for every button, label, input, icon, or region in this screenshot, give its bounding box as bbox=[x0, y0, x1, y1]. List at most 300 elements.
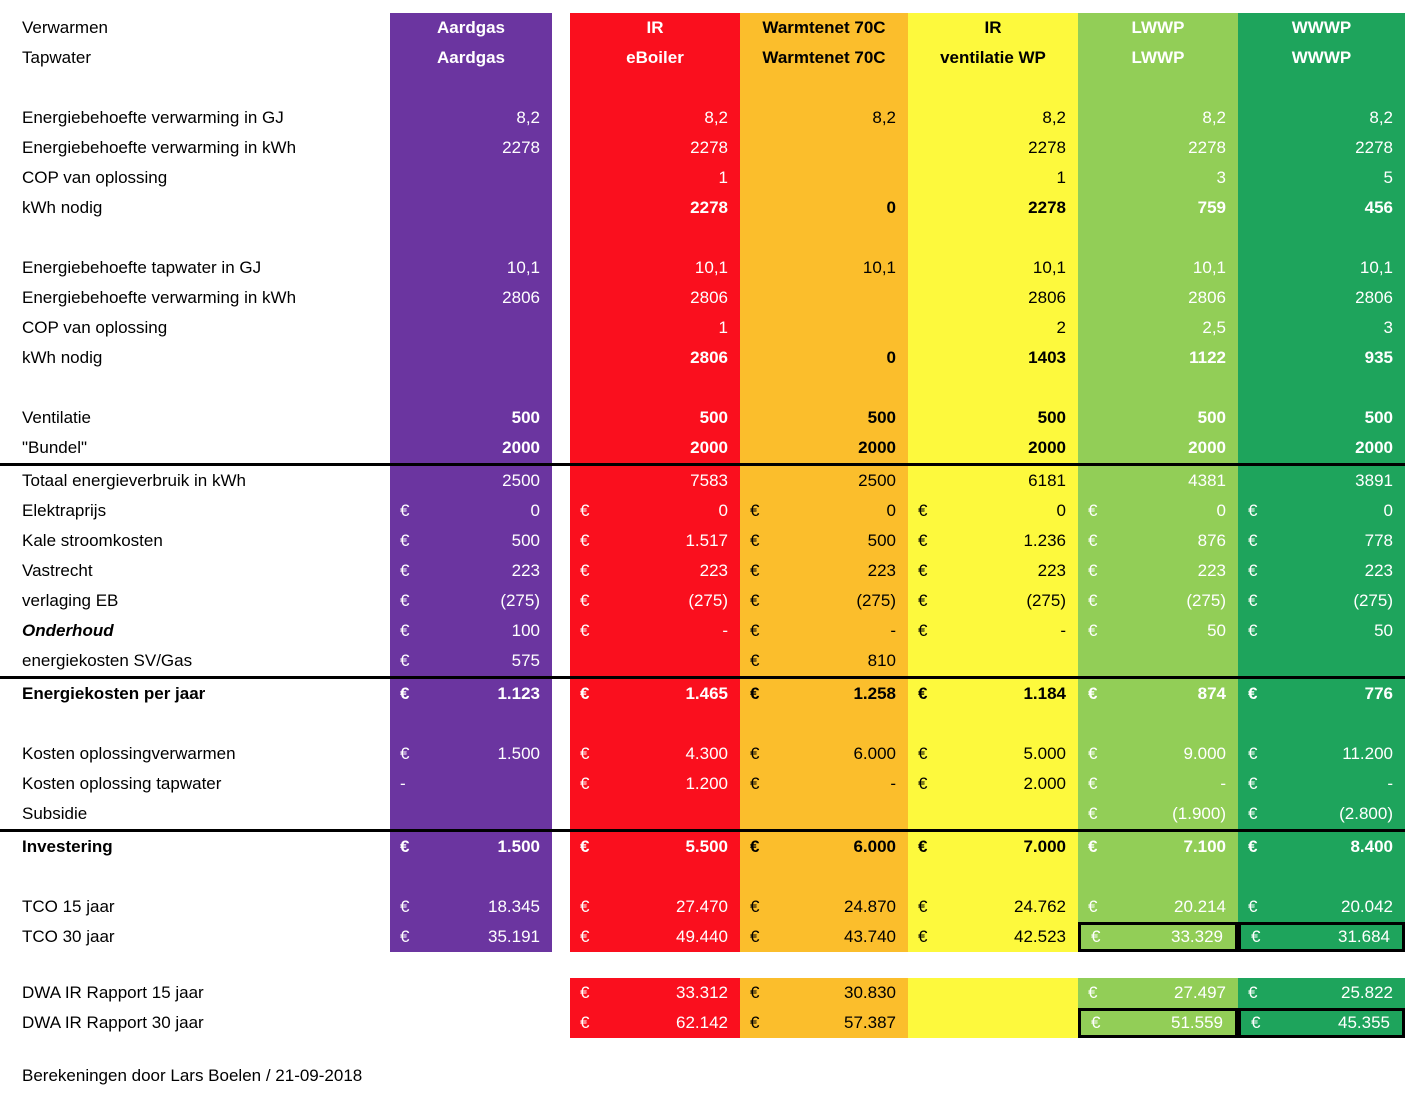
table-row bbox=[0, 952, 1405, 978]
euro-sign: € bbox=[750, 983, 760, 1002]
column-gap bbox=[552, 739, 570, 769]
column-gap bbox=[552, 892, 570, 922]
cell-value: 8.400 bbox=[1350, 837, 1393, 856]
cell-aardgas bbox=[390, 679, 552, 709]
cell-value: 575 bbox=[511, 651, 540, 670]
euro-sign: € bbox=[580, 561, 590, 580]
cell-value: (1.900) bbox=[1172, 804, 1226, 823]
cell-value: 0 bbox=[1216, 501, 1226, 520]
empty-cell-aardgas bbox=[390, 223, 552, 253]
cell-ir-ventilatie-wp bbox=[908, 163, 1078, 193]
cell-wwwp bbox=[1238, 133, 1405, 163]
cell-value: 43.740 bbox=[844, 927, 896, 946]
dash-value: - bbox=[400, 774, 406, 793]
cell-value: 1.123 bbox=[497, 684, 540, 703]
euro-sign: € bbox=[1248, 684, 1258, 703]
euro-sign: € bbox=[1088, 684, 1098, 703]
cell-lwwp bbox=[1078, 922, 1238, 952]
cell-aardgas bbox=[390, 832, 552, 862]
cell-value: 10,1 bbox=[1192, 258, 1226, 277]
cell-value: 20.042 bbox=[1341, 897, 1393, 916]
column-gap bbox=[552, 679, 570, 709]
cell-ir-ventilatie-wp bbox=[908, 769, 1078, 799]
cell-value: 500 bbox=[1037, 408, 1066, 427]
empty-cell-wwwp bbox=[1238, 709, 1405, 739]
euro-sign: € bbox=[750, 561, 760, 580]
cell-value: 500 bbox=[511, 531, 540, 550]
column-gap bbox=[552, 223, 570, 253]
cell-lwwp bbox=[1078, 799, 1238, 829]
column-gap bbox=[552, 709, 570, 739]
table-row bbox=[0, 463, 1405, 496]
table-row bbox=[0, 709, 1405, 739]
empty-cell-ir-ventilatie-wp bbox=[908, 709, 1078, 739]
euro-sign: € bbox=[750, 744, 760, 763]
row-label: kWh nodig bbox=[22, 198, 103, 217]
cell-lwwp bbox=[1078, 103, 1238, 133]
euro-sign: € bbox=[580, 1013, 590, 1032]
column-header-aardgas: Aardgas bbox=[390, 13, 552, 43]
cell-ir-ventilatie-wp bbox=[908, 313, 1078, 343]
column-gap bbox=[552, 313, 570, 343]
cell-value: 1.517 bbox=[685, 531, 728, 550]
euro-sign: € bbox=[1248, 621, 1258, 640]
cell-value: 2.000 bbox=[1023, 774, 1066, 793]
cell-value: 5.000 bbox=[1023, 744, 1066, 763]
table-row bbox=[0, 343, 1405, 373]
cell-lwwp bbox=[1078, 283, 1238, 313]
cell-value: 1 bbox=[718, 168, 728, 187]
cell-warmtenet-70c bbox=[740, 103, 908, 133]
cell-value: 18.345 bbox=[488, 897, 540, 916]
cell-lwwp bbox=[1078, 433, 1238, 463]
cell-warmtenet-70c bbox=[740, 556, 908, 586]
cell-warmtenet-70c bbox=[740, 433, 908, 463]
euro-sign: € bbox=[400, 837, 410, 856]
euro-sign: € bbox=[1088, 744, 1098, 763]
empty-cell-ir-eboiler bbox=[570, 373, 740, 403]
cell-value: 4381 bbox=[1188, 471, 1226, 490]
cell-value: 33.312 bbox=[676, 983, 728, 1002]
euro-sign: € bbox=[1088, 591, 1098, 610]
cell-value: 25.822 bbox=[1341, 983, 1393, 1002]
row-label: Investering bbox=[22, 837, 113, 856]
table-row bbox=[0, 73, 1405, 103]
euro-sign: € bbox=[1088, 837, 1098, 856]
empty-cell-lwwp bbox=[1078, 862, 1238, 892]
cell-warmtenet-70c bbox=[740, 922, 908, 952]
cell-value: 0 bbox=[530, 501, 540, 520]
cell-value: 500 bbox=[867, 408, 896, 427]
cell-value: 935 bbox=[1364, 348, 1393, 367]
euro-sign: € bbox=[1251, 927, 1261, 946]
euro-sign: € bbox=[580, 837, 590, 856]
row-label: Energiebehoefte verwarming in GJ bbox=[22, 108, 284, 127]
row-label: Totaal energieverbruik in kWh bbox=[22, 471, 246, 490]
cell-value: - bbox=[1060, 621, 1066, 640]
cell-ir-eboiler bbox=[570, 343, 740, 373]
row-label: Ventilatie bbox=[22, 408, 91, 427]
column-gap bbox=[552, 978, 570, 1008]
cell-lwwp bbox=[1078, 1008, 1238, 1038]
row-label: Energiebehoefte verwarming in kWh bbox=[22, 288, 297, 307]
cell-value: 2278 bbox=[690, 198, 728, 217]
cell-warmtenet-70c bbox=[740, 193, 908, 223]
cell-value: 7583 bbox=[690, 471, 728, 490]
empty-cell-lwwp bbox=[1078, 73, 1238, 103]
empty-cell-aardgas bbox=[390, 73, 552, 103]
euro-sign: € bbox=[918, 897, 928, 916]
cell-wwwp bbox=[1238, 466, 1405, 496]
cell-value: 500 bbox=[1364, 408, 1393, 427]
cell-lwwp bbox=[1078, 769, 1238, 799]
cell-lwwp bbox=[1078, 253, 1238, 283]
cell-value: 2278 bbox=[502, 138, 540, 157]
cell-lwwp bbox=[1078, 193, 1238, 223]
table-row bbox=[0, 13, 1405, 43]
cell-warmtenet-70c bbox=[740, 679, 908, 709]
column-header-warmtenet-70c: Warmtenet 70C bbox=[740, 13, 908, 43]
cell-ir-eboiler bbox=[570, 466, 740, 496]
cell-value: (2.800) bbox=[1339, 804, 1393, 823]
empty-cell-aardgas bbox=[390, 343, 552, 373]
cell-aardgas bbox=[390, 403, 552, 433]
cell-value: 2806 bbox=[690, 288, 728, 307]
column-gap bbox=[552, 433, 570, 463]
euro-sign: € bbox=[918, 501, 928, 520]
table-row bbox=[0, 646, 1405, 676]
column-gap bbox=[552, 343, 570, 373]
euro-sign: € bbox=[1088, 561, 1098, 580]
cell-value: 223 bbox=[1364, 561, 1393, 580]
cell-value: 0 bbox=[1383, 501, 1393, 520]
cell-warmtenet-70c bbox=[740, 892, 908, 922]
cell-lwwp bbox=[1078, 556, 1238, 586]
row-label: Energiebehoefte verwarming in kWh bbox=[22, 138, 297, 157]
cell-ir-eboiler bbox=[570, 433, 740, 463]
cell-wwwp bbox=[1238, 892, 1405, 922]
row-label: TCO 30 jaar bbox=[22, 927, 115, 946]
column-gap bbox=[552, 586, 570, 616]
euro-sign: € bbox=[1091, 927, 1101, 946]
cell-value: 4.300 bbox=[685, 744, 728, 763]
cell-wwwp bbox=[1238, 433, 1405, 463]
empty-cell-ir-eboiler bbox=[570, 709, 740, 739]
cell-ir-ventilatie-wp bbox=[908, 343, 1078, 373]
empty-cell-wwwp bbox=[1238, 73, 1405, 103]
euro-sign: € bbox=[580, 897, 590, 916]
row-label: Elektraprijs bbox=[22, 501, 107, 520]
cell-value: 223 bbox=[699, 561, 728, 580]
cell-value: 8,2 bbox=[516, 108, 540, 127]
euro-sign: € bbox=[750, 621, 760, 640]
column-gap bbox=[552, 1008, 570, 1038]
empty-cell-warmtenet-70c bbox=[740, 373, 908, 403]
cell-aardgas bbox=[390, 133, 552, 163]
cell-ir-ventilatie-wp bbox=[908, 103, 1078, 133]
footer-credit: Berekeningen door Lars Boelen / 21-09-2018 bbox=[22, 1066, 363, 1085]
cell-ir-eboiler bbox=[570, 103, 740, 133]
cell-warmtenet-70c bbox=[740, 978, 908, 1008]
cell-lwwp bbox=[1078, 586, 1238, 616]
cell-ir-ventilatie-wp bbox=[908, 193, 1078, 223]
column-gap bbox=[552, 862, 570, 892]
cell-value: 223 bbox=[1037, 561, 1066, 580]
euro-sign: € bbox=[1088, 897, 1098, 916]
empty-cell-aardgas bbox=[390, 709, 552, 739]
cell-wwwp bbox=[1238, 163, 1405, 193]
euro-sign: € bbox=[400, 621, 410, 640]
cell-value: 8,2 bbox=[1369, 108, 1393, 127]
cell-aardgas bbox=[390, 283, 552, 313]
euro-sign: € bbox=[1088, 621, 1098, 640]
column-gap bbox=[552, 832, 570, 862]
cell-value: 24.870 bbox=[844, 897, 896, 916]
euro-sign: € bbox=[400, 927, 410, 946]
cell-ir-eboiler bbox=[570, 403, 740, 433]
cell-lwwp bbox=[1078, 616, 1238, 646]
cell-wwwp bbox=[1238, 496, 1405, 526]
cell-warmtenet-70c bbox=[740, 253, 908, 283]
cell-ir-eboiler bbox=[570, 556, 740, 586]
cell-value: 2000 bbox=[858, 438, 896, 457]
cell-value: 1.500 bbox=[497, 837, 540, 856]
cell-ir-eboiler bbox=[570, 616, 740, 646]
euro-sign: € bbox=[750, 1013, 760, 1032]
cell-value: 6181 bbox=[1028, 471, 1066, 490]
empty-cell-lwwp bbox=[1078, 373, 1238, 403]
cell-value: 223 bbox=[867, 561, 896, 580]
cell-value: 874 bbox=[1197, 684, 1226, 703]
empty-cell-warmtenet-70c bbox=[740, 73, 908, 103]
cell-ir-ventilatie-wp bbox=[908, 283, 1078, 313]
table-row bbox=[0, 892, 1405, 922]
column-gap bbox=[552, 922, 570, 952]
euro-sign: € bbox=[1088, 531, 1098, 550]
cell-value: 2500 bbox=[858, 471, 896, 490]
cell-value: 8,2 bbox=[1042, 108, 1066, 127]
euro-sign: € bbox=[580, 927, 590, 946]
euro-sign: € bbox=[580, 774, 590, 793]
row-label: TCO 15 jaar bbox=[22, 897, 115, 916]
cell-value: 42.523 bbox=[1014, 927, 1066, 946]
row-label: Vastrecht bbox=[22, 561, 93, 580]
empty-cell-warmtenet-70c bbox=[740, 283, 908, 313]
euro-sign: € bbox=[918, 744, 928, 763]
cell-ir-ventilatie-wp bbox=[908, 253, 1078, 283]
cell-value: 500 bbox=[1197, 408, 1226, 427]
column-gap bbox=[552, 193, 570, 223]
cell-value: 1.236 bbox=[1023, 531, 1066, 550]
cell-value: 2000 bbox=[502, 438, 540, 457]
column-gap bbox=[552, 43, 570, 73]
column-gap bbox=[552, 373, 570, 403]
cell-ir-eboiler bbox=[570, 679, 740, 709]
euro-sign: € bbox=[750, 684, 760, 703]
cell-ir-ventilatie-wp bbox=[908, 403, 1078, 433]
euro-sign: € bbox=[400, 651, 410, 670]
cell-ir-eboiler bbox=[570, 163, 740, 193]
cell-aardgas bbox=[390, 739, 552, 769]
euro-sign: € bbox=[750, 774, 760, 793]
row-label: COP van oplossing bbox=[22, 318, 168, 337]
cell-aardgas bbox=[390, 769, 552, 799]
euro-sign: € bbox=[400, 561, 410, 580]
euro-sign: € bbox=[1248, 837, 1258, 856]
euro-sign: € bbox=[750, 837, 760, 856]
empty-cell-aardgas bbox=[390, 862, 552, 892]
cell-wwwp bbox=[1238, 769, 1405, 799]
empty-cell-warmtenet-70c bbox=[740, 799, 908, 829]
cell-value: 33.329 bbox=[1171, 927, 1223, 946]
cell-wwwp bbox=[1238, 832, 1405, 862]
row-label: DWA IR Rapport 15 jaar bbox=[22, 983, 204, 1002]
cell-ir-eboiler bbox=[570, 978, 740, 1008]
cell-value: 2806 bbox=[690, 348, 728, 367]
table-row bbox=[0, 1008, 1405, 1038]
empty-cell-wwwp bbox=[1238, 223, 1405, 253]
euro-sign: € bbox=[580, 591, 590, 610]
cell-aardgas bbox=[390, 646, 552, 676]
cell-value: 3 bbox=[1216, 168, 1226, 187]
cell-value: 8,2 bbox=[872, 108, 896, 127]
cell-value: 10,1 bbox=[862, 258, 896, 277]
empty-cell-warmtenet-70c bbox=[740, 313, 908, 343]
cell-ir-eboiler bbox=[570, 922, 740, 952]
cell-warmtenet-70c bbox=[740, 343, 908, 373]
cell-aardgas bbox=[390, 526, 552, 556]
euro-sign: € bbox=[750, 531, 760, 550]
cell-wwwp bbox=[1238, 586, 1405, 616]
column-header-warmtenet-70c: Warmtenet 70C bbox=[740, 43, 908, 73]
cell-ir-eboiler bbox=[570, 892, 740, 922]
cell-ir-ventilatie-wp bbox=[908, 433, 1078, 463]
cell-value: 1.258 bbox=[853, 684, 896, 703]
table-row bbox=[0, 676, 1405, 709]
cell-ir-eboiler bbox=[570, 586, 740, 616]
euro-sign: € bbox=[1248, 561, 1258, 580]
column-gap bbox=[552, 769, 570, 799]
cell-value: 100 bbox=[511, 621, 540, 640]
row-label: "Bundel" bbox=[22, 438, 88, 457]
cell-value: 2278 bbox=[1188, 138, 1226, 157]
empty-cell-ir-ventilatie-wp bbox=[908, 646, 1078, 676]
cell-warmtenet-70c bbox=[740, 496, 908, 526]
cell-value: 5.500 bbox=[685, 837, 728, 856]
cell-value: 6.000 bbox=[853, 744, 896, 763]
euro-sign: € bbox=[1091, 1013, 1101, 1032]
euro-sign: € bbox=[918, 837, 928, 856]
cell-aardgas bbox=[390, 433, 552, 463]
cell-value: (275) bbox=[1026, 591, 1066, 610]
empty-cell-warmtenet-70c bbox=[740, 223, 908, 253]
cell-value: 10,1 bbox=[694, 258, 728, 277]
empty-cell-wwwp bbox=[1238, 646, 1405, 676]
column-header-lwwp: LWWP bbox=[1078, 43, 1238, 73]
cell-ir-ventilatie-wp bbox=[908, 892, 1078, 922]
euro-sign: € bbox=[750, 927, 760, 946]
cell-value: 1.465 bbox=[685, 684, 728, 703]
cell-value: 1.500 bbox=[497, 744, 540, 763]
euro-sign: € bbox=[1088, 774, 1098, 793]
cell-value: (275) bbox=[1353, 591, 1393, 610]
column-header-ir-ventilatie-wp: IR bbox=[908, 13, 1078, 43]
cell-value: (275) bbox=[500, 591, 540, 610]
empty-cell-ir-ventilatie-wp bbox=[908, 73, 1078, 103]
cell-value: 20.214 bbox=[1174, 897, 1226, 916]
column-header-aardgas: Aardgas bbox=[390, 43, 552, 73]
table-row bbox=[0, 403, 1405, 433]
cell-value: 10,1 bbox=[506, 258, 540, 277]
column-header-ir-eboiler: eBoiler bbox=[570, 43, 740, 73]
cell-wwwp bbox=[1238, 283, 1405, 313]
cell-value: 2 bbox=[1056, 318, 1066, 337]
table-row bbox=[0, 133, 1405, 163]
euro-sign: € bbox=[750, 651, 760, 670]
cell-value: 2000 bbox=[690, 438, 728, 457]
cell-ir-ventilatie-wp bbox=[908, 586, 1078, 616]
column-header-ir-eboiler: IR bbox=[570, 13, 740, 43]
table-row bbox=[0, 163, 1405, 193]
euro-sign: € bbox=[400, 591, 410, 610]
empty-cell-aardgas bbox=[390, 978, 552, 1008]
cell-value: (275) bbox=[1186, 591, 1226, 610]
table-row bbox=[0, 433, 1405, 463]
empty-cell-ir-ventilatie-wp bbox=[908, 862, 1078, 892]
cell-value: 27.470 bbox=[676, 897, 728, 916]
euro-sign: € bbox=[750, 897, 760, 916]
euro-sign: € bbox=[1248, 983, 1258, 1002]
cell-value: 27.497 bbox=[1174, 983, 1226, 1002]
cell-ir-ventilatie-wp bbox=[908, 832, 1078, 862]
euro-sign: € bbox=[918, 684, 928, 703]
euro-sign: € bbox=[918, 927, 928, 946]
cell-value: 500 bbox=[867, 531, 896, 550]
cell-value: 3891 bbox=[1355, 471, 1393, 490]
column-header-wwwp: WWWP bbox=[1238, 43, 1405, 73]
cell-value: 2806 bbox=[1188, 288, 1226, 307]
cell-value: 3 bbox=[1383, 318, 1393, 337]
cell-wwwp bbox=[1238, 799, 1405, 829]
table-row bbox=[0, 496, 1405, 526]
table-row bbox=[0, 223, 1405, 253]
euro-sign: € bbox=[400, 744, 410, 763]
table-row bbox=[0, 829, 1405, 862]
cell-value: 62.142 bbox=[676, 1013, 728, 1032]
cell-lwwp bbox=[1078, 133, 1238, 163]
euro-sign: € bbox=[580, 621, 590, 640]
cell-value: 759 bbox=[1197, 198, 1226, 217]
euro-sign: € bbox=[1248, 501, 1258, 520]
cell-value: 2806 bbox=[1355, 288, 1393, 307]
cell-aardgas bbox=[390, 253, 552, 283]
cell-aardgas bbox=[390, 496, 552, 526]
column-header-ir-ventilatie-wp: ventilatie WP bbox=[908, 43, 1078, 73]
row-label: COP van oplossing bbox=[22, 168, 168, 187]
empty-cell-lwwp bbox=[1078, 646, 1238, 676]
cell-ir-eboiler bbox=[570, 1008, 740, 1038]
cell-value: 2278 bbox=[1028, 138, 1066, 157]
empty-cell-wwwp bbox=[1238, 373, 1405, 403]
cell-ir-ventilatie-wp bbox=[908, 922, 1078, 952]
column-gap bbox=[552, 466, 570, 496]
empty-cell-lwwp bbox=[1078, 709, 1238, 739]
cell-value: - bbox=[722, 621, 728, 640]
cell-warmtenet-70c bbox=[740, 739, 908, 769]
empty-cell-ir-eboiler bbox=[570, 646, 740, 676]
cost-comparison-table bbox=[0, 13, 1405, 1038]
cell-value: 7.100 bbox=[1183, 837, 1226, 856]
